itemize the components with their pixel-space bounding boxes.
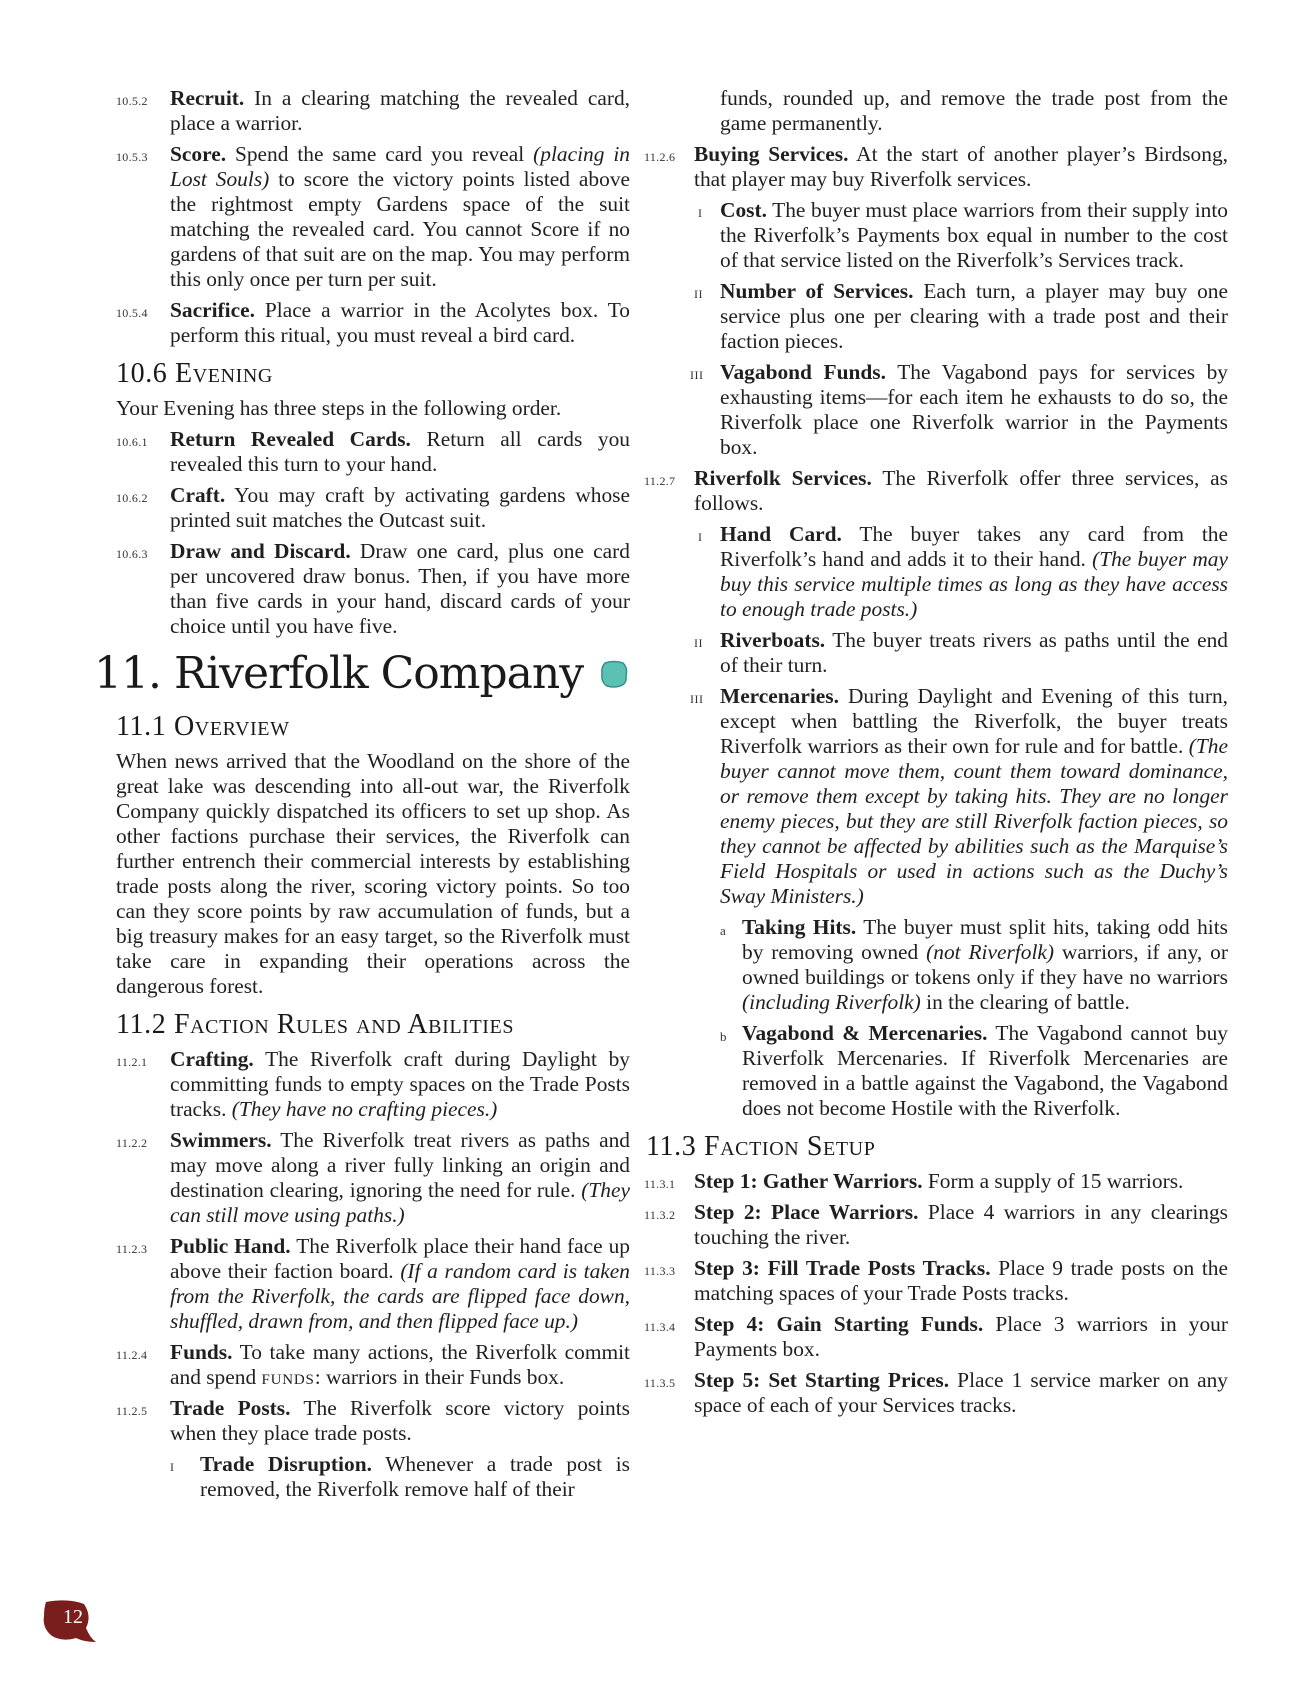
page-number: 12 (63, 1606, 83, 1628)
rule-text: Place 9 trade posts on the matching spaces of your Trade Posts tracks. (694, 1256, 1228, 1305)
rule-11-2-6-i (694, 198, 1228, 273)
rule-text: to score the victory points listed above the rightmost empty Gardens space of the suit matching the revealed card. You cannot Score if no gardens of that suit are on the map. You may perform this only once per turn per suit. (170, 167, 631, 291)
rule-title: Swimmers. (170, 1128, 272, 1152)
rule-title: Riverboats. (720, 628, 826, 652)
rule-10-5-3 (116, 142, 630, 292)
rule-text: Whenever a trade post is removed, the Riverfolk remove half of their (200, 1452, 630, 1501)
rule-title: Taking Hits. (742, 915, 857, 939)
section-heading-evening: 10.6 Evening (116, 358, 273, 389)
rule-11-2-1 (116, 1047, 630, 1122)
rule-text: Return all cards you revealed this turn to your hand. (170, 427, 630, 476)
rule-text: Spend the same card you reveal (226, 142, 534, 166)
rule-text: You may craft by activating gardens whose printed suit matches the Outcast suit. (170, 483, 630, 532)
section-heading-overview: 11.1 Overview (116, 711, 290, 742)
rule-number: 11.3.1 (644, 1177, 676, 1191)
roman-numeral: I (170, 1460, 175, 1474)
rule-text: Draw one card, plus one card per uncovered draw bonus. Then, if you have more than five cards in your hand, discard cards of your choice until you have five. (170, 539, 630, 638)
roman-numeral: III (690, 692, 704, 706)
rule-title: Step 1: Gather Warriors. (694, 1169, 923, 1193)
rule-title: Step 2: Place Warriors. (694, 1200, 919, 1224)
rule-text: : warriors in their Funds box. (314, 1365, 565, 1389)
funds-term: funds (261, 1365, 315, 1389)
rule-title: Number of Services. (720, 279, 914, 303)
rule-11-3-2 (644, 1200, 1228, 1250)
rule-text: The buyer treats rivers as paths until the end of their turn. (720, 628, 1228, 677)
rule-italic-note: (not Riverfolk) (926, 940, 1055, 964)
rule-title: Draw and Discard. (170, 539, 351, 563)
rule-11-2-7-iii (690, 684, 1228, 909)
rule-italic-note: (placing in Lost Souls) (170, 142, 630, 191)
rule-text: In a clearing matching the revealed card, place a warrior. (170, 86, 630, 135)
rule-11-2-7 (644, 466, 1228, 516)
riverfolk-badge-icon (599, 659, 629, 689)
rule-10-6-3 (116, 539, 630, 639)
rule-title: Trade Posts. (170, 1396, 291, 1420)
rule-11-2-5-i (116, 1452, 630, 1502)
rule-11-3-3 (644, 1256, 1228, 1306)
rule-title: Funds. (170, 1340, 233, 1364)
roman-numeral: I (698, 206, 703, 220)
rule-11-2-7-iii-a (694, 915, 1228, 1015)
rule-italic-note: (The buyer cannot move them, count them toward dominance, or remove them except by taking hits. They are no longer enemy pieces, but they are still Riverfolk faction pieces, so they cannot be affected by abilities such as the Marquise’s Field Hospitals or used in actions such as the Duchy’s Sway Ministers.) (720, 734, 1228, 908)
rule-text: The Riverfolk offer three services, as follows. (694, 466, 1228, 515)
rule-title: Vagabond Funds. (720, 360, 886, 384)
rule-number: 11.2.5 (116, 1404, 148, 1418)
rule-text: The buyer must split hits, taking odd hits by removing owned (742, 915, 1229, 964)
continued-text: funds, rounded up, and remove the trade post from the game permanently. (720, 86, 1228, 135)
rule-title: Return Revealed Cards. (170, 427, 411, 451)
section-heading-faction-rules: 11.2 Faction Rules and Abilities (116, 1009, 515, 1040)
right-column (644, 86, 1229, 1424)
rule-text: The Vagabond pays for services by exhausting items—for each item he exhausts to do so, the Riverfolk place one Riverfolk warrior in the Payments box. (720, 360, 1229, 459)
rule-text: Form a supply of 15 warriors. (922, 1169, 1184, 1193)
rule-number: 11.2.3 (116, 1242, 148, 1256)
rule-title: Recruit. (170, 86, 245, 110)
rule-number: 10.6.3 (116, 547, 148, 561)
rule-text: The Riverfolk place their hand face up above their faction board. (170, 1234, 630, 1283)
rule-10-6-2 (116, 483, 630, 533)
rule-text: Place 1 service marker on any space of each of your Services tracks. (694, 1368, 1228, 1417)
rule-number: 11.3.2 (644, 1208, 676, 1222)
rule-11-3-5 (644, 1368, 1228, 1418)
rule-title: Trade Disruption. (200, 1452, 372, 1476)
rule-number: 10.5.2 (116, 94, 148, 108)
rule-11-3-4 (644, 1312, 1228, 1362)
rule-11-2-7-ii (694, 628, 1228, 678)
rule-title: Sacrifice. (170, 298, 255, 322)
rule-number: 10.6.2 (116, 491, 148, 505)
overview-paragraph: When news arrived that the Woodland on the shore of the great lake was descending into all-out war, the Riverfolk Company quickly dispatched its officers to set up shop. As other factions purchase their services, the Riverfolk can further entrench their commercial interests by establishing trade posts along the river, scoring victory points. So too can they score points by raw accumulation of funds, but a big treasury makes for an easy target, so the Riverfolk must take care in expanding their operations across the dangerous forest. (116, 749, 630, 998)
rule-title: Crafting. (170, 1047, 254, 1071)
rule-10-6-1 (116, 427, 630, 477)
rule-text: Place 3 warriors in your Payments box. (694, 1312, 1228, 1361)
rule-number: 11.2.2 (116, 1136, 148, 1150)
rule-text: The Riverfolk craft during Daylight by committing funds to empty spaces on the Trade Posts tracks. (170, 1047, 630, 1121)
letter-marker: b (720, 1029, 727, 1044)
rule-number: 11.2.1 (116, 1055, 148, 1069)
rule-title: Buying Services. (694, 142, 849, 166)
roman-numeral: I (698, 530, 703, 544)
rule-title: Score. (170, 142, 227, 166)
rule-11-2-6 (644, 142, 1228, 192)
rule-text: To take many actions, the Riverfolk commit and spend (170, 1340, 630, 1389)
rule-italic-note: (including Riverfolk) (742, 990, 921, 1014)
rule-11-2-4 (116, 1340, 630, 1390)
rule-number: 10.5.3 (116, 150, 148, 164)
rule-italic-note: (They can still move using paths.) (170, 1178, 630, 1227)
rule-title: Public Hand. (170, 1234, 291, 1258)
left-column (94, 86, 631, 1508)
rule-number: 11.3.4 (644, 1320, 676, 1334)
rule-text: Place 4 warriors in any clearings touching the river. (694, 1200, 1228, 1249)
rule-number: 11.2.4 (116, 1348, 148, 1362)
roman-numeral: III (690, 368, 704, 382)
rule-11-2-5 (116, 1396, 630, 1446)
rule-number: 11.3.5 (644, 1376, 676, 1390)
rule-text: warriors, if any, or owned buildings or tokens only if they have no warriors (742, 940, 1228, 989)
rule-title: Vagabond & Mercenaries. (742, 1021, 988, 1045)
rule-text: The Riverfolk score victory points when they place trade posts. (170, 1396, 630, 1445)
rule-title: Cost. (720, 198, 767, 222)
rule-11-2-3 (116, 1234, 630, 1334)
rule-title: Step 3: Fill Trade Posts Tracks. (694, 1256, 991, 1280)
rule-number: 11.3.3 (644, 1264, 676, 1278)
chapter-title-text: 11. Riverfolk Company (94, 648, 584, 699)
rule-11-2-6-ii (694, 279, 1228, 354)
rule-title: Mercenaries. (720, 684, 839, 708)
rule-text: Place a warrior in the Acolytes box. To perform this ritual, you must reveal a bird card. (170, 298, 630, 347)
rule-title: Riverfolk Services. (694, 466, 872, 490)
rule-11-2-6-iii (690, 360, 1229, 460)
chapter-title (94, 647, 630, 701)
section-heading-faction-setup: 11.3 Faction Setup (646, 1131, 876, 1162)
rule-number: 11.2.7 (644, 474, 676, 488)
rule-11-2-7-iii-b (694, 1021, 1228, 1121)
rule-text: The Riverfolk treat rivers as paths and may move along a river fully linking an origin and destination clearing, ignoring the need for rule. (170, 1128, 630, 1202)
rule-number: 10.5.4 (116, 306, 148, 320)
evening-intro: Your Evening has three steps in the following order. (116, 396, 562, 420)
rule-11-3-1 (644, 1169, 1228, 1194)
rule-title: Hand Card. (720, 522, 842, 546)
rule-10-5-4 (116, 298, 630, 348)
rule-text: The buyer takes any card from the Riverfolk’s hand and adds it to their hand. (720, 522, 1228, 571)
rule-text: During Daylight and Evening of this turn, except when battling the Riverfolk, the buyer treats Riverfolk warriors as their own for rule and for battle. (720, 684, 1228, 758)
rule-text: Each turn, a player may buy one service plus one per clearing with a trade post and their faction pieces. (720, 279, 1228, 353)
roman-numeral: II (694, 636, 703, 650)
rule-number: 10.6.1 (116, 435, 148, 449)
rule-title: Craft. (170, 483, 226, 507)
rule-text: The Vagabond cannot buy Riverfolk Mercenaries. If Riverfolk Mercenaries are removed in a battle against the Vagabond, the Vagabond does not become Hostile with the Riverfolk. (742, 1021, 1228, 1120)
rule-text: At the start of another player’s Birdsong, that player may buy Riverfolk services. (694, 142, 1228, 191)
rule-text: in the clearing of battle. (920, 990, 1130, 1014)
rule-italic-note: (They have no crafting pieces.) (231, 1097, 498, 1121)
rule-italic-note: (The buyer may buy this service multiple times as long as they have access to enough trade posts.) (720, 547, 1229, 621)
rule-title: Step 5: Set Starting Prices. (694, 1368, 950, 1392)
rule-number: 11.2.6 (644, 150, 676, 164)
rule-11-2-2 (116, 1128, 630, 1228)
rule-title: Step 4: Gain Starting Funds. (694, 1312, 984, 1336)
rule-italic-note: (If a random card is taken from the Riverfolk, the cards are flipped face down, shuffled, drawn from, and then flipped face up.) (170, 1259, 630, 1333)
rule-text: The buyer must place warriors from their supply into the Riverfolk’s Payments box equal in number to the cost of that service listed on the Riverfolk’s Services track. (720, 198, 1228, 272)
rule-10-5-2 (116, 86, 630, 136)
letter-marker: a (720, 923, 726, 938)
roman-numeral: II (694, 287, 703, 301)
rule-11-2-7-i (694, 522, 1228, 622)
